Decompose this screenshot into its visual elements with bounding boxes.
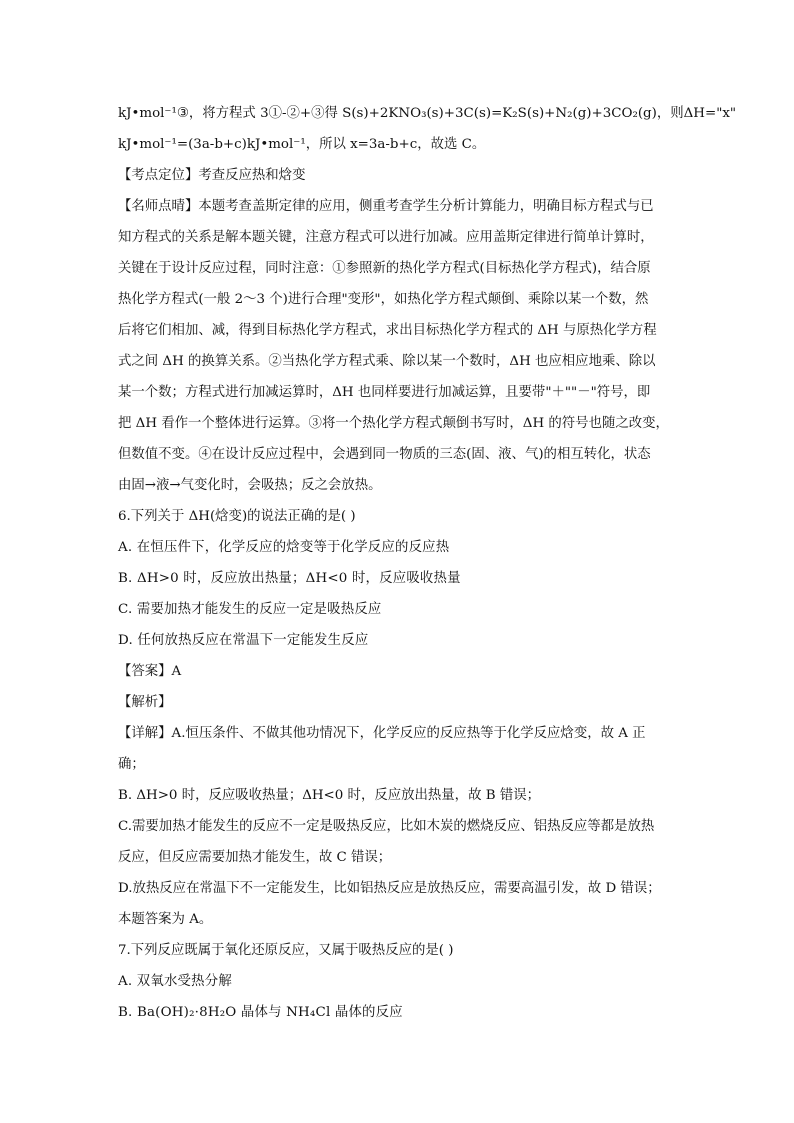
question-6-analysis-label: 【解析】 (118, 695, 172, 710)
question-7-option-a: A. 双氧水受热分解 (118, 974, 232, 989)
mingshi-line: 后将它们相加、减，得到目标热化学方程式，求出目标热化学方程式的 ΔH 与原热化学方程 (118, 323, 657, 338)
mingshi-line: 【名师点晴】本题考查盖斯定律的应用，侧重考查学生分析计算能力，明确目标方程式与已 (118, 199, 654, 214)
mingshi-line: 知方程式的关系是解本题关键，注意方程式可以进行加减。应用盖斯定律进行简单计算时， (118, 230, 654, 245)
mingshi-line: 由固→液→气变化时，会吸热；反之会放热。 (118, 478, 382, 493)
question-6-detail-line: 本题答案为 A。 (118, 912, 213, 927)
mingshi-line: 式之间 ΔH 的换算关系。②当热化学方程式乘、除以某一个数时，ΔH 也应相应地乘、除以 (118, 354, 656, 369)
question-6 (118, 501, 678, 935)
question-6-detail-line: 确； (118, 757, 145, 772)
question-6-detail-line: B. ΔH>0 时，反应吸收热量；ΔH<0 时，反应放出热量，故 B 错误； (118, 788, 540, 803)
question-6-stem: 6.下列关于 ΔH(焓变)的说法正确的是( ) (118, 509, 356, 524)
mingshi-line: 某一个数；方程式进行加减运算时，ΔH 也同样要进行加减运算，且要带"＋""－"符号，即 (118, 385, 651, 400)
question-7-option-b: B. Ba(OH)₂·8H₂O 晶体与 NH₄Cl 晶体的反应 (118, 1005, 403, 1020)
question-6-answer: 【答案】A (118, 664, 182, 679)
mingshi-line: 热化学方程式(一般 2～3 个)进行合理"变形"，如热化学方程式颠倒、乘除以某一个数，然 (118, 292, 649, 307)
kaodian-text: 考查反应热和焓变 (198, 168, 306, 183)
question-7-stem: 7.下列反应既属于氧化还原反应，又属于吸热反应的是( ) (118, 943, 454, 958)
kaodian-label: 【考点定位】 (118, 168, 199, 183)
continuation-line-1: kJ•mol⁻¹③，将方程式 3①-②+③得 S(s)+2KNO₃(s)+3C(s)=K₂S(s)+N₂(g)+3CO₂(g)，则ΔH="x" (118, 106, 737, 121)
kaodian-section (118, 160, 678, 191)
question-6-option-b: B. ΔH>0 时，反应放出热量；ΔH<0 时，反应吸收热量 (118, 571, 461, 586)
mingshi-section (118, 191, 678, 501)
question-6-detail-line: C.需要加热才能发生的反应不一定是吸热反应，比如木炭的燃烧反应、铝热反应等都是放热 (118, 819, 655, 834)
question-6-detail-line: D.放热反应在常温下不一定能发生，比如铝热反应是放热反应，需要高温引发，故 D 错误； (118, 881, 661, 896)
question-6-option-d: D. 任何放热反应在常温下一定能发生反应 (118, 633, 369, 648)
question-6-option-c: C. 需要加热才能发生的反应一定是吸热反应 (118, 602, 382, 617)
question-6-detail-line: 【详解】A.恒压条件、不做其他功情况下，化学反应的反应热等于化学反应焓变，故 A 正 (118, 726, 646, 741)
question-6-option-a: A. 在恒压件下，化学反应的焓变等于化学反应的反应热 (118, 540, 450, 555)
mingshi-line: 把 ΔH 看作一个整体进行运算。③将一个热化学方程式颠倒书写时，ΔH 的符号也随之改变， (118, 416, 669, 431)
question-6-detail-line: 反应，但反应需要加热才能发生，故 C 错误； (118, 850, 392, 865)
continuation-line-2: kJ•mol⁻¹=(3a-b+c)kJ•mol⁻¹，所以 x=3a-b+c，故选 C。 (118, 137, 486, 152)
document-page (118, 98, 737, 1028)
mingshi-line: 关键在于设计反应过程，同时注意：①参照新的热化学方程式(目标热化学方程式)，结合原 (118, 261, 651, 276)
mingshi-line: 但数值不变。④在设计反应过程中，会遇到同一物质的三态(固、液、气)的相互转化，状态 (118, 447, 651, 462)
question-7 (118, 935, 678, 1028)
